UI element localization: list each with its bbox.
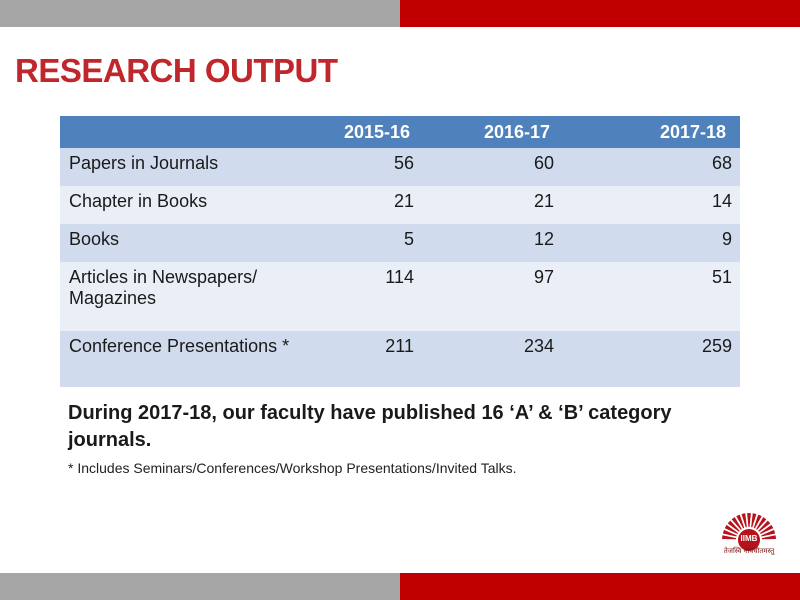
- top-band: [0, 0, 800, 27]
- top-band-grey: [0, 0, 400, 27]
- logo-ray: [747, 513, 751, 527]
- iimb-logo: [708, 500, 790, 566]
- logo-sunburst-icon: [722, 513, 776, 551]
- cell-2016-17: 21: [422, 186, 562, 224]
- row-label: Articles in Newspapers/ Magazines: [60, 262, 310, 331]
- summary-note: During 2017-18, our faculty have published 16 ‘A’ & ‘B’ category journals.: [68, 402, 672, 451]
- cell-2017-18: 51: [562, 262, 740, 331]
- table-row: [60, 224, 740, 262]
- cell-2015-16: 114: [310, 262, 422, 331]
- cell-2017-18: 14: [562, 186, 740, 224]
- logo-motto: तेजस्वि नावधीतमस्तु: [723, 547, 775, 555]
- header-cell-2017-18: 2017-18: [562, 116, 740, 148]
- cell-2017-18: 259: [562, 331, 740, 387]
- cell-2017-18: 68: [562, 148, 740, 186]
- table-header-row: [60, 116, 740, 148]
- row-label: Papers in Journals: [60, 148, 310, 186]
- cell-2016-17: 234: [422, 331, 562, 387]
- cell-2016-17: 97: [422, 262, 562, 331]
- table-row: [60, 148, 740, 186]
- header-cell-2015-16: 2015-16: [310, 116, 422, 148]
- footnote: * Includes Seminars/Conferences/Workshop Presentations/Invited Talks.: [68, 460, 517, 476]
- cell-2015-16: 211: [310, 331, 422, 387]
- table-row: [60, 186, 740, 224]
- header-cell-blank: [60, 116, 310, 148]
- row-label: Conference Presentations *: [60, 331, 310, 387]
- bottom-band-red: [400, 573, 800, 600]
- top-band-red: [400, 0, 800, 27]
- cell-2015-16: 21: [310, 186, 422, 224]
- research-output-table: [60, 116, 740, 387]
- table-row: [60, 262, 740, 331]
- header-cell-2016-17: 2016-17: [422, 116, 562, 148]
- cell-2016-17: 12: [422, 224, 562, 262]
- bottom-band: [0, 573, 800, 600]
- cell-2016-17: 60: [422, 148, 562, 186]
- logo-text: IIMB: [740, 534, 758, 543]
- cell-2017-18: 9: [562, 224, 740, 262]
- row-label: Books: [60, 224, 310, 262]
- bottom-band-grey: [0, 573, 400, 600]
- row-label: Chapter in Books: [60, 186, 310, 224]
- table-row: [60, 331, 740, 387]
- slide-title: RESEARCH OUTPUT: [15, 52, 338, 89]
- cell-2015-16: 5: [310, 224, 422, 262]
- cell-2015-16: 56: [310, 148, 422, 186]
